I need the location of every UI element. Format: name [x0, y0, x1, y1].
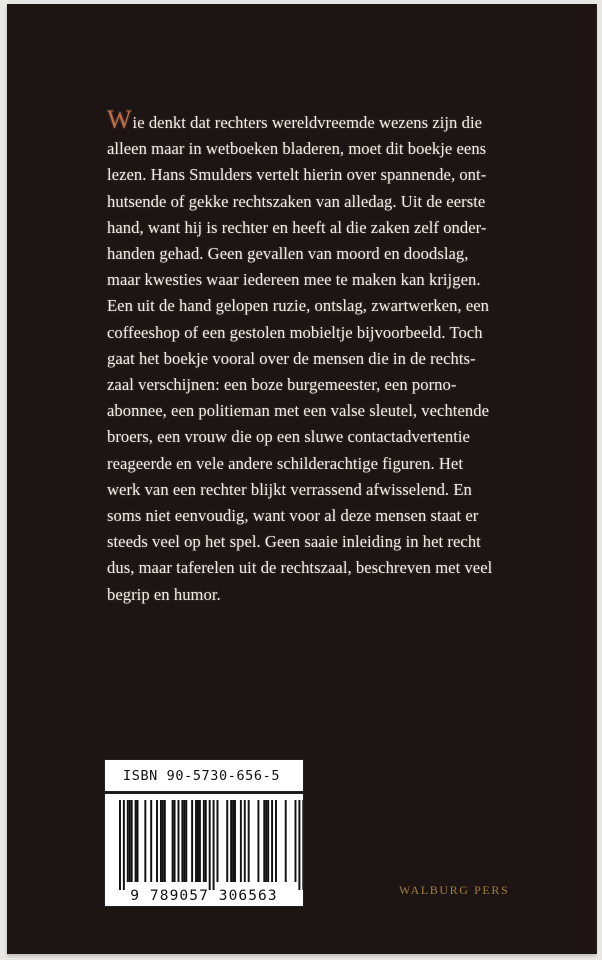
barcode-bar: [240, 800, 242, 882]
barcode-bar: [232, 800, 234, 882]
barcode-bar: [267, 800, 269, 882]
isbn-text: ISBN 90-5730-656-5: [123, 767, 281, 784]
barcode-bar: [119, 800, 121, 890]
barcode-bar: [298, 800, 300, 890]
barcode-bar: [174, 800, 176, 882]
blurb-line: coffeeshop of een gestolen mobieltje bijvoorbeeld. Toch: [107, 322, 483, 342]
barcode-bar: [302, 800, 303, 890]
barcode-bar: [181, 800, 183, 882]
barcode-bar: [209, 800, 211, 890]
barcode-bar: [160, 800, 162, 882]
barcode-bar: [162, 800, 164, 882]
blurb-line: hand, want hij is rechter en heeft al die zaken zelf onder-: [107, 217, 487, 237]
blurb-line: begrip en humor.: [107, 584, 221, 604]
barcode-bar: [205, 800, 207, 882]
blurb-line: steeds veel op het spel. Geen saaie inleiding in het recht: [107, 532, 481, 552]
blurb-line: lezen. Hans Smulders vertelt hierin over spannende, ont-: [107, 165, 487, 185]
barcode-bar: [271, 800, 273, 882]
barcode-bar: [197, 800, 199, 882]
blurb-line: Wie denkt dat rechters wereldvreemde wezens zijn die: [107, 105, 483, 134]
blurb-line: hutsende of gekke rechtszaken van alledag. Uit de eerste: [107, 191, 486, 211]
barcode-bar: [178, 800, 180, 882]
blurb-text: [107, 105, 527, 608]
barcode-bar: [129, 800, 131, 882]
blurb-line: handen gehad. Geen gevallen van moord en doodslag,: [107, 244, 469, 264]
barcode-bar: [234, 800, 236, 882]
publisher-logo: WALBURG PERS: [399, 883, 510, 897]
barcode: [104, 793, 304, 907]
barcode-bar: [244, 800, 246, 882]
isbn-label: [104, 759, 304, 792]
blurb-line: abonnee, een politieman met een valse sleutel, vechtende: [107, 401, 489, 421]
barcode-bar: [131, 800, 133, 882]
blurb-line: alleen maar in wetboeken bladeren, moet dit boekje eens: [107, 139, 487, 159]
barcode-bar: [150, 800, 152, 882]
barcode-bar: [257, 800, 259, 882]
barcode-bar: [137, 800, 139, 882]
blurb-line: zaal verschijnen: een boze burgemeester, een porno-: [107, 375, 457, 395]
barcode-bar: [156, 800, 158, 882]
barcode-bar: [203, 800, 205, 882]
drop-cap: W: [107, 105, 132, 134]
blurb-line: soms niet eenvoudig, want voor al deze mensen staat er: [107, 506, 479, 526]
barcode-bar: [135, 800, 137, 882]
barcode-bar: [217, 800, 219, 882]
barcode-bar: [144, 800, 146, 882]
barcode-bar: [199, 800, 201, 882]
barcode-bar: [195, 800, 197, 882]
blurb-line: Een uit de hand gelopen ruzie, ontslag, zwartwerken, een: [107, 296, 490, 316]
barcode-bar: [275, 800, 277, 882]
barcode-bar: [263, 800, 265, 882]
barcode-bar: [295, 800, 297, 882]
blurb-line: gaat het boekje vooral over de mensen die in de rechts-: [107, 348, 476, 368]
barcode-bar: [164, 800, 166, 882]
barcode-bar: [185, 800, 187, 882]
blurb-line: maar kwesties waar iedereen mee te maken kan krijgen.: [107, 270, 481, 290]
blurb-line: werk van een rechter blijkt verrassend afwisselend. En: [107, 479, 472, 499]
blurb-line: broers, een vrouw die op een sluwe contactadvertentie: [107, 427, 470, 447]
barcode-bar: [226, 800, 228, 882]
barcode-bar: [213, 800, 215, 890]
blurb-line: dus, maar taferelen uit de rechtszaal, beschreven met veel: [107, 558, 493, 578]
barcode-bar: [172, 800, 174, 882]
barcode-bar: [191, 800, 193, 882]
barcode-bar: [230, 800, 232, 882]
barcode-bar: [265, 800, 267, 882]
barcode-bar: [183, 800, 185, 882]
barcode-bar: [248, 800, 250, 882]
barcode-bar: [285, 800, 287, 882]
book-back-cover: [7, 4, 596, 954]
barcode-number: 9 789057 306563: [130, 888, 278, 904]
blurb-line: reageerde en vele andere schilderachtige figuren. Het: [107, 453, 463, 473]
barcode-bar: [123, 800, 125, 890]
barcode-bar: [127, 800, 129, 882]
